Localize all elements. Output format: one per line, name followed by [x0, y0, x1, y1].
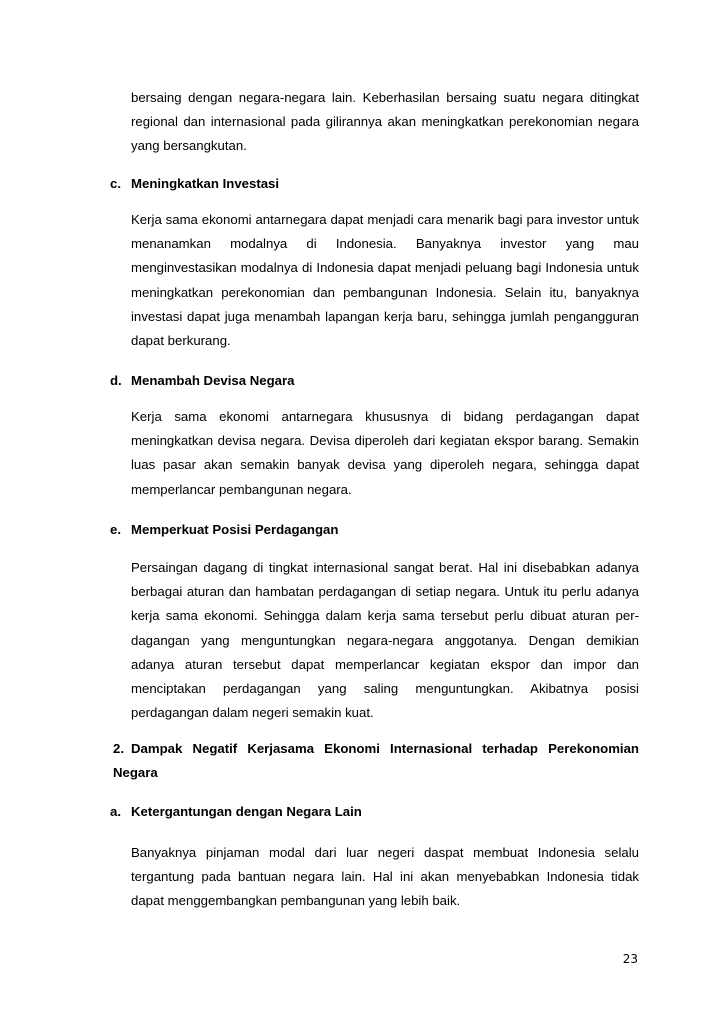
section-e-heading	[110, 518, 338, 542]
section-d-heading	[110, 369, 294, 393]
section-2-heading	[113, 737, 639, 785]
section-2a-marker: a.	[110, 804, 121, 819]
section-d-body: Kerja sama ekonomi antarnegara khususnya di bidang perdagangan dapat meningkatkan devisa negara. Devisa diperoleh dari kegiatan ekspor barang. Semakin luas pasar akan semakin banyak devisa yang diperoleh negara, sehingga dapat memperlancar pembangunan negara.	[131, 409, 639, 497]
section-c-body: Kerja sama ekonomi antarnegara dapat menjadi cara menarik bagi para investor untuk menanamkan modalnya di Indonesia. Banyaknya investor yang mau menginvestasikan modalnya di Indonesia dapat menjadi peluang bagi Indonesia untuk meningkatkan perekonomian dan pembangunan Indonesia. Selain itu, banyaknya investasi dapat juga menambah lapangan kerja baru, sehingga jumlah pengangguran dapat berkurang.	[131, 212, 639, 349]
section-e-title: Memperkuat Posisi Perdagangan	[131, 522, 339, 537]
section-2-marker: 2.	[113, 741, 124, 756]
section-2-title: Dampak Negatif Kerjasama Ekonomi Internasional terhadap Perekonomian Negara	[113, 741, 639, 781]
section-2a-heading	[110, 800, 362, 824]
section-d-title: Menambah Devisa Negara	[131, 373, 295, 388]
section-c-heading	[110, 172, 279, 196]
page-number: 23	[622, 952, 638, 966]
section-e-marker: e.	[110, 522, 121, 537]
section-2a-title: Ketergantungan dengan Negara Lain	[131, 804, 362, 819]
section-c-marker: c.	[110, 176, 121, 191]
section-2a-body: Banyaknya pinjaman modal dari luar negeri daspat membuat Indonesia selalu tergantung pada bantuan negara lain. Hal ini akan menyebabkan Indonesia tidak dapat menggembangkan pembangunan yang lebih baik.	[131, 845, 639, 909]
intro-paragraph: bersaing dengan negara-negara lain. Keberhasilan bersaing suatu negara ditingkat regional dan internasional pada gilirannya akan meningkatkan perekonomian negara yang bersangkutan.	[131, 90, 639, 154]
section-c-title: Meningkatkan Investasi	[131, 176, 280, 191]
section-e-body: Persaingan dagang di tingkat internasional sangat berat. Hal ini disebabkan adanya berbagai aturan dan hambatan perdagangan di setiap negara. Untuk itu perlu adanya kerja sama ekonomi. Sehingga dalam kerja sama tersebut perlu dibuat aturan per-dagangan yang menguntungkan negara-negara anggotanya. Dengan demikian adanya aturan tersebut dapat memperlancar kegiatan ekspor dan impor dan menciptakan perdagangan yang saling menguntungkan. Akibatnya posisi perdagangan dalam negeri semakin kuat.	[131, 560, 639, 721]
section-d-marker: d.	[110, 373, 122, 388]
